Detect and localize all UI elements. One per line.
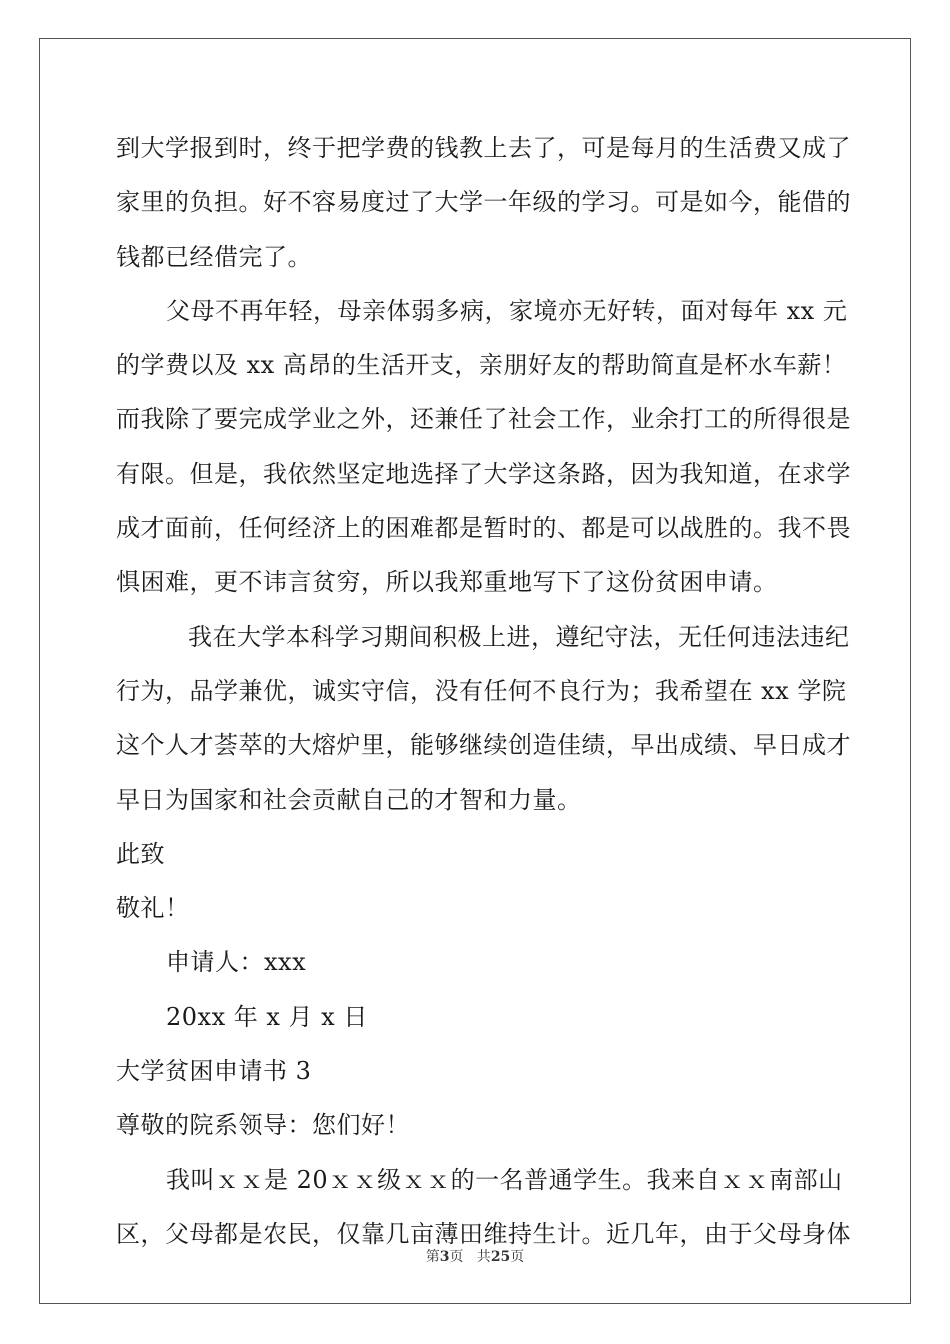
closing-salutation: 此致 bbox=[116, 839, 165, 868]
section-heading: 大学贫困申请书 3 bbox=[116, 1057, 312, 1086]
document-body bbox=[116, 121, 851, 1261]
footer-middle: 页 共 bbox=[449, 1249, 491, 1265]
current-page-number: 3 bbox=[439, 1249, 450, 1265]
text-line: 区，父母都是农民，仅靠几亩薄田维持生计。近几年，由于父母身体 bbox=[116, 1219, 851, 1248]
footer-prefix: 第 bbox=[425, 1249, 440, 1265]
application-date: 20xx 年 x 月 x 日 bbox=[166, 1002, 368, 1031]
text-line: 行为，品学兼优，诚实守信，没有任何不良行为；我希望在 xx 学院 bbox=[116, 676, 847, 705]
text-line: 到大学报到时，终于把学费的钱教上去了，可是每月的生活费又成了 bbox=[116, 134, 851, 162]
text-line: 成才面前，任何经济上的困难都是暂时的、都是可以战胜的。我不畏 bbox=[116, 514, 851, 543]
applicant-signature: 申请人：xxx bbox=[166, 948, 307, 977]
text-line: 早日为国家和社会贡献自己的才智和力量。 bbox=[116, 785, 582, 814]
letter-greeting: 尊敬的院系领导：您们好！ bbox=[116, 1111, 410, 1140]
text-line: 惧困难，更不讳言贫穷，所以我郑重地写下了这份贫困申请。 bbox=[116, 568, 778, 597]
text-line: 而我除了要完成学业之外，还兼任了社会工作，业余打工的所得很是 bbox=[116, 405, 851, 434]
text-line: 钱都已经借完了。 bbox=[116, 242, 312, 271]
total-pages-number: 25 bbox=[490, 1249, 511, 1265]
text-line: 这个人才荟萃的大熔炉里，能够继续创造佳绩，早出成绩、早日成才 bbox=[116, 731, 851, 760]
text-line: 我叫ｘｘ是 20ｘｘ级ｘｘ的一名普通学生。我来自ｘｘ南部山 bbox=[166, 1165, 843, 1194]
text-line: 我在大学本科学习期间积极上进，遵纪守法，无任何违法违纪 bbox=[188, 622, 850, 651]
closing-regards: 敬礼！ bbox=[116, 894, 190, 923]
page-footer bbox=[0, 1246, 950, 1266]
text-line: 父母不再年轻，母亲体弱多病，家境亦无好转，面对每年 xx 元 bbox=[166, 296, 848, 325]
text-line: 有限。但是，我依然坚定地选择了大学这条路，因为我知道，在求学 bbox=[116, 459, 851, 488]
text-line: 的学费以及 xx 高昂的生活开支，亲朋好友的帮助简直是杯水车薪！ bbox=[116, 351, 847, 380]
footer-suffix: 页 bbox=[510, 1249, 525, 1265]
text-line: 家里的负担。好不容易度过了大学一年级的学习。可是如今，能借的 bbox=[116, 188, 851, 217]
